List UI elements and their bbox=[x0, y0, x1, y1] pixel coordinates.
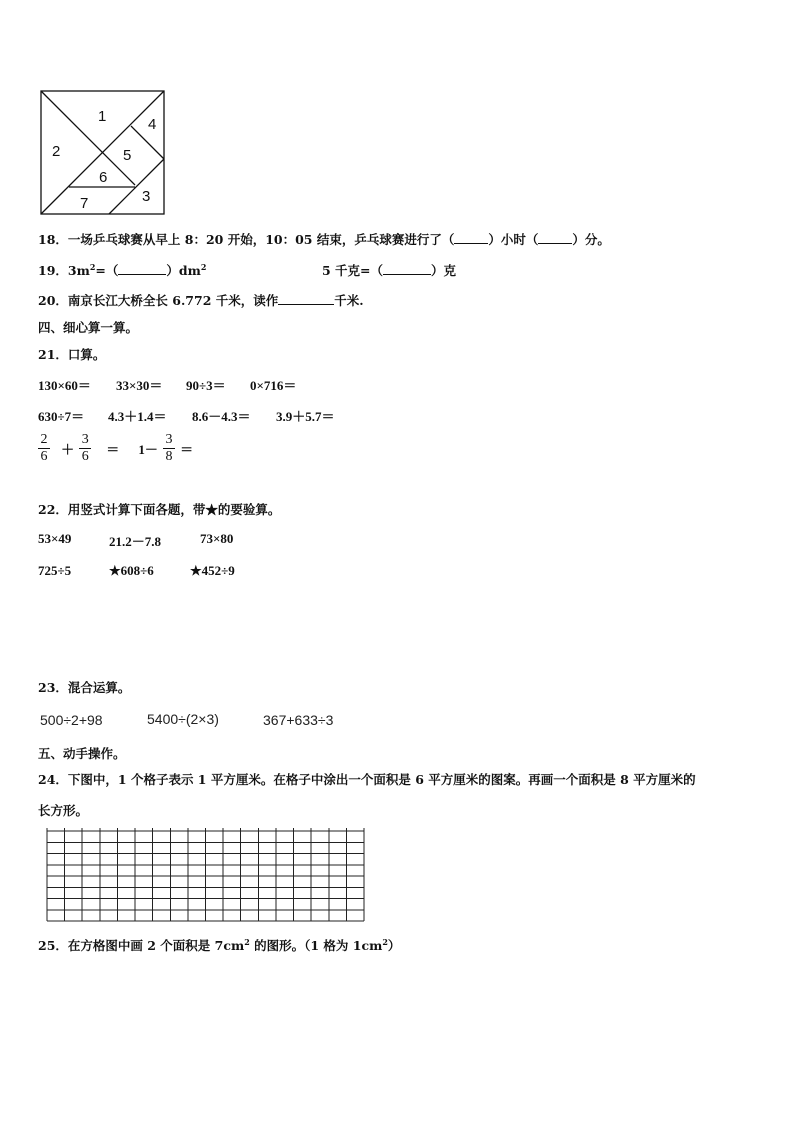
q22-row2-item3: ★452÷9 bbox=[190, 563, 235, 578]
q21-row2-item4: 3.9＋5.7＝ bbox=[276, 409, 335, 424]
question-25 bbox=[38, 936, 400, 954]
tangram-label-4: 4 bbox=[148, 116, 157, 133]
tangram-label-1: 1 bbox=[98, 108, 107, 125]
fraction-3-6: $\frac{3}{6}$ bbox=[79, 432, 91, 465]
tangram-figure bbox=[38, 88, 168, 218]
tangram-label-3: 3 bbox=[142, 188, 151, 205]
q20-before: 20．南京长江大桥全长 6.772 千米，读作 bbox=[38, 293, 279, 308]
question-19-left bbox=[38, 261, 206, 279]
fraction-3-8: $\frac{3}{8}$ bbox=[163, 432, 175, 465]
question-24-line2: 长方形。 bbox=[38, 803, 89, 818]
q19-left-before: 19．3m bbox=[38, 263, 90, 278]
q25-sup-1: 2 bbox=[244, 936, 250, 947]
q18-minutes-blank[interactable] bbox=[538, 242, 572, 244]
fraction-2-6: $\frac{2}{6}$ bbox=[38, 432, 50, 465]
tangram-label-5: 5 bbox=[123, 147, 132, 164]
q18-text-after: ）分。 bbox=[572, 232, 610, 247]
q19-dm-blank[interactable] bbox=[118, 273, 166, 275]
q25-before: 25．在方格图中画 2 个面积是 7cm bbox=[38, 938, 245, 953]
square-grid[interactable] bbox=[46, 828, 366, 924]
q21-row1-item3: 90÷3＝ bbox=[186, 378, 226, 393]
question-19-right bbox=[322, 261, 456, 279]
q19-gram-blank[interactable] bbox=[383, 273, 431, 275]
q21-row2-item1: 630÷7＝ bbox=[38, 409, 85, 424]
q19-sup-dm: 2 bbox=[200, 261, 207, 272]
question-20 bbox=[38, 291, 364, 309]
q25-mid: 的图形。（1 格为 1cm bbox=[249, 938, 383, 953]
q19-left-after: ）dm bbox=[166, 263, 201, 278]
q25-after: ） bbox=[387, 938, 401, 953]
q19-left-eq: =（ bbox=[95, 263, 119, 278]
q18-hours-blank[interactable] bbox=[454, 242, 488, 244]
q21-eq1: ＝ bbox=[106, 442, 120, 457]
q21-eq2: ＝ bbox=[180, 442, 194, 457]
q25-sup-2: 2 bbox=[382, 936, 388, 947]
q18-text-before: 18．一场乒乓球赛从早上 8：20 开始，10：05 结束，乒乓球赛进行了（ bbox=[38, 232, 455, 247]
tangram-label-6: 6 bbox=[99, 169, 108, 186]
q21-plus: ＋ bbox=[61, 442, 75, 457]
q23-expr-1: 500÷2+98 bbox=[40, 712, 103, 728]
section-4-heading: 四、细心算一算。 bbox=[38, 320, 139, 335]
q22-row1-item1: 53×49 bbox=[38, 531, 72, 546]
tangram-label-2: 2 bbox=[52, 143, 61, 160]
q18-text-mid: ）小时（ bbox=[488, 232, 539, 247]
q22-row2-item1: 725÷5 bbox=[38, 563, 72, 578]
question-22-title: 22．用竖式计算下面各题，带★的要验算。 bbox=[38, 502, 281, 517]
q23-expr-3: 367+633÷3 bbox=[263, 712, 334, 728]
question-23-title: 23．混合运算。 bbox=[38, 680, 131, 695]
q21-fraction-row bbox=[38, 432, 193, 465]
q21-row1-item4: 0×716＝ bbox=[250, 378, 297, 393]
q19-right-before: 5 千克=（ bbox=[322, 263, 384, 278]
tangram-label-7: 7 bbox=[80, 195, 89, 212]
question-24-line1: 24．下图中，1 个格子表示 1 平方厘米。在格子中涂出一个面积是 6 平方厘米的图案。再画一个面积是 8 平方厘米的 bbox=[38, 772, 696, 787]
q21-one-minus: 1－ bbox=[138, 442, 158, 457]
q21-row1-item1: 130×60＝ bbox=[38, 378, 91, 393]
q19-sup: 2 bbox=[89, 261, 96, 272]
q19-right-after: ）克 bbox=[431, 263, 457, 278]
q22-row1-item3: 73×80 bbox=[200, 531, 234, 546]
q21-row1-item2: 33×30＝ bbox=[116, 378, 163, 393]
q21-row2-item3: 8.6－4.3＝ bbox=[192, 409, 251, 424]
q22-row2-item2: ★608÷6 bbox=[109, 563, 154, 578]
q21-row2-item2: 4.3＋1.4＝ bbox=[108, 409, 167, 424]
section-5-heading: 五、动手操作。 bbox=[38, 746, 126, 761]
q23-expr-2: 5400÷(2×3) bbox=[147, 711, 219, 727]
q20-blank[interactable] bbox=[278, 303, 334, 305]
question-21-title: 21．口算。 bbox=[38, 347, 106, 362]
q22-row1-item2: 21.2－7.8 bbox=[109, 534, 162, 549]
q20-after: 千米. bbox=[334, 293, 364, 308]
question-18 bbox=[38, 230, 610, 248]
